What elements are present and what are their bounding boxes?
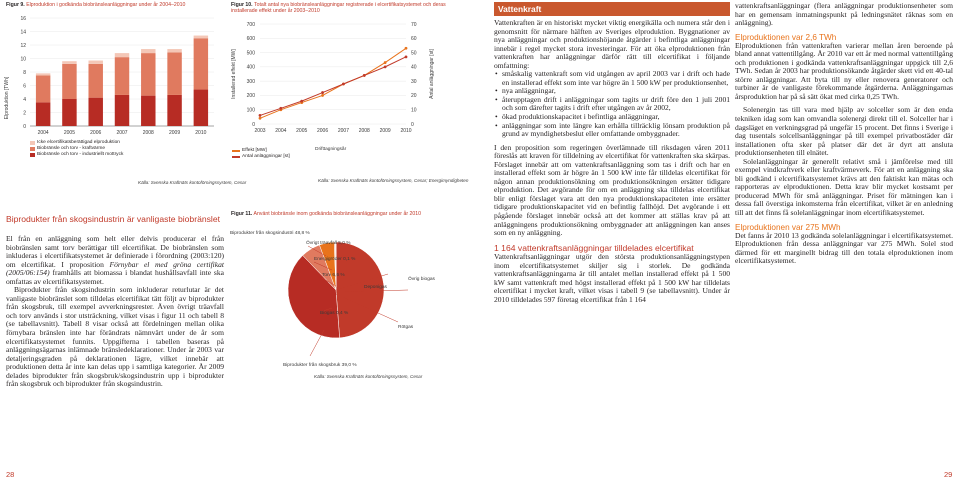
bullet-item: • återupptagen drift i anläggningar som tagits ur drift före den 1 juli 2001 och som därefter tagits i drift efter utgången av år 2002, [502,96,730,113]
y-tick-label: 2 [23,110,26,117]
y-tick-label-right: 50 [411,50,417,57]
paragraph: I den proposition som regeringen överlämnade till riksdagen våren 2011 föreslås att kraven för tilldelning av elcertifikat för vattenkraften ska skärpas. Förslaget innebär att om vattenkraftsanläggning som tas i drift och har en installerad effekt som är högre än 1 500 kW inte får tilldelas elcertifikat för någon annan produktionsökning om produktionsökningen ersätter tidigare elproduktion. Det avgörande för om en anläggning ska tilldelas elcertifikat blir enligt förslaget vara att den nya produktionskapaciteten inte ersätter tidigare produktionskapacitet vid en befintlig fallhöjd. Det avgörande i ett pågående förslaget innebär också att det kommer att ställas krav på att anläggningens produktionsökning ombyggnader att anläggningen kan anses som en ny anläggning. [494,142,730,238]
legend-swatch [30,141,35,145]
y-tick-label-right: 60 [411,36,417,43]
bar-segment [62,61,76,64]
y-tick-label: 10 [20,56,26,63]
fig11-label: Rötgas [398,325,414,330]
data-point [259,114,262,117]
bar-segment [115,57,129,95]
fig11-label: Biprodukter från skogsindustri 48,8 % [230,231,310,236]
y-tick-label-left: 0 [252,121,255,128]
fact-box-body [494,19,730,304]
fig11-label: Biogas 0,4 % [320,311,349,316]
legend-swatch [30,147,35,151]
bar-segment [167,95,181,126]
y-tick-label-left: 400 [246,64,255,71]
fig11-label: Övrigt träavfall 5,0 % [306,241,351,246]
fact-box-heading: 1 164 vattenkraftsanläggningar tilldelades elcertifikat [494,242,694,253]
paragraph: Det fanns år 2010 13 godkända solelanläggningar i elcertifikatsystemet. Elproduktionen från dessa anläggningar var 275 MWh. Solel stod därmed för ett marginellt bidrag till den totala elproduktionen inom elcertifikatsystemet. [735,230,953,266]
fact-box [494,2,730,478]
x-tick-label: 2008 [142,130,154,136]
bar-segment [194,90,208,126]
bar-segment [141,53,155,96]
bullet-item: • ökad produktionskapacitet i befintliga anläggningar, [502,113,730,122]
bullet-item: • nya anläggningar, [502,87,730,96]
x-tick-label: 2007 [116,130,128,136]
y-tick-label-right: 10 [411,107,417,114]
data-point [384,65,387,68]
proposition-title: Förnybar el med gröna certifikat (2005/06:154) [6,259,224,278]
fact-box-title: Vattenkraft [494,2,730,16]
legend-line [232,156,240,158]
paragraph: vattenkraftsanläggningar (flera anläggningar produktionsenheter som har en gemensam inmatningspunkt på ledningsnätet räknas som en anläggning). [735,1,953,28]
paragraph: Elproduktionen från vattenkraften varierar mellan åren beroende på bland annat vattentillgång. År 2010 var ett år med normal vattentillgång och produktionen i godkända vattenkraftsanläggningar uppgick till 2,6 TWh. Sedan år 2003 har produktionsökande åtgärder skett vid ett 40-tal större anläggningar. Att byta till ny eller renovera generatorer och turbiner är de vanligaste förekommande åtgärderna. Anläggningarnas årsproduktion har på så sätt ökat med cirka 0,25 TWh. [735,40,953,101]
legend-label: Biobränsle och torv - kraftvärme [37,146,105,151]
bar-segment [141,49,155,53]
x-tick-label: 2003 [254,128,266,134]
bar-segment [194,38,208,89]
paragraph-text: El från en anläggning som helt eller delvis producerar el från biobränslen samt torv berättigar till elcertifikat. De biobränslen som inkluderas i elcertifikatsystemet är definierade i förordning (2003:120) om elcertifikat. I proposition [6,234,224,269]
fig10-legend [232,148,290,160]
x-tick-label: 2009 [379,128,391,134]
fig9-source: Källa: Svenska Kraftnäts kontoförningssystem, Cesar [138,180,247,185]
x-tick-label: 2008 [358,128,370,134]
data-point [279,107,282,110]
fig9-legend-item [30,152,220,158]
bar-segment [62,99,76,126]
fig9-chart [0,8,225,186]
bar-segment [36,102,50,126]
bar-segment [88,98,102,126]
fact-box-bullets [494,70,730,138]
bar-segment [62,64,76,99]
fig10-lines [259,47,408,120]
y-tick-label: 12 [20,42,26,49]
paragraph: Vattenkraften är en historiskt mycket viktig energikälla och numera står den i genomsnitt för närmare hälften av Sveriges elproduktion. Byggnationer av nya anläggningar och produktionshöjande åtgärder i befintliga anläggningar innebär i regel mycket stora investeringar. För att öka elproduktionen från vattenkraften har anläggningar därför rätt till elcertifikat i följande omfattning: [494,18,730,70]
left-body [6,235,224,389]
fig9-ylabel: Elproduktion [TWh] [4,76,10,120]
fig11-label: Energigröder 0,1 % [314,257,356,262]
bar-segment [88,61,102,64]
page-number-right: 29 [944,470,953,479]
y-tick-label-left: 600 [246,36,255,43]
paragraph [6,235,224,286]
fig11-chart [228,224,460,380]
data-point [384,61,387,64]
bar-segment [115,53,129,57]
bar-segment [141,96,155,126]
data-point [300,100,303,103]
bar-segment [36,73,50,75]
bar-segment [167,52,181,95]
legend-line [232,150,240,152]
fig10-extra-label: Drifttagningsår [315,147,347,152]
x-tick-label: 2005 [63,130,75,136]
fig9-caption-text: Elproduktion i godkända biobränsleanläggningar under år 2004–2010 [26,2,186,8]
fig11-label: Deponigas [364,285,387,290]
paragraph: Solenergin tas till vara med hjälp av solceller som är den enda tekniken idag som kan omvandla solenergi direkt till el. Solceller har i dagsläget en verkningsgrad på ungefär 15 procent. Det finns i Sverige i dag tusentals solcellsanläggningar på till exempel privatbostäder där installationen ofta sker på platser där det är dyrt att ansluta produktionsenheten till elnätet. [735,105,953,158]
y-tick-label: 0 [23,123,26,130]
data-point [259,117,262,120]
fig10-number: Figur 10. [231,2,253,8]
x-tick-label: 2007 [337,128,349,134]
legend-label: Icke elcertifikatsberättigad elproduktion [37,140,120,145]
fig9-legend [30,140,220,158]
y-tick-label: 4 [23,96,26,103]
fig11-label: Biprodukter från skogsbruk 39,0 % [283,363,357,368]
fig11-number: Figur 11. [231,211,253,217]
fig10-caption [231,2,463,14]
x-tick-label: 2009 [169,130,181,136]
bullet-item: • småskalig vattenkraft som vid utgången av april 2003 var i drift och hade en installerad effekt som inte var högre än 1 500 kW per produktionsenhet, [502,70,730,87]
right-column [735,2,953,266]
x-tick-label: 2006 [90,130,102,136]
paragraph: Solelanläggningar är generellt relativt små i jämförelse med till exempel vindkraftverk eller kraftvärmeverk. För att en anläggning ska bli godkänd i elcertifikatsystemet krävs att den faktiskt kan mätas och rapporteras av elproduktionen. Detta krav blir mycket kostsamt per producerad MWh för små anläggningar. Priset för mätningen kan i dessa fall överstiga inkomsterna från elcertifikat, vilket är en anledning till att det finns få solelanläggningar inom elcertifikatsystemet. [735,156,953,218]
fig10-source: Källa: Svenska Kraftnäts kontoförningssystem, Cesar; Energimyndigheten [318,178,469,183]
paragraph: Vattenkraftsanläggningar utgör den största produktionsanläggningstypen inom elcertifikatsystemet skiljer sig i storlek. De godkända vattenkraftsanläggningarna är till antalet mellan installerad effekt på 1 500 kW samt vattenkraft med högst installerad effekt på 1 500 kW har tilldelats elcertifikat i mycket kraft, vilket visas i tabell 9 (se tabellavsnitt). Under år 2010 tilldelades 597 företag elcertifikat från 1 164 [494,252,730,304]
y-tick-label-left: 700 [246,21,255,28]
fig11-caption [231,211,463,217]
bar-segment [88,64,102,98]
data-point [405,47,408,50]
bullet-item: • anläggningar som inte längre kan erhålla tillräcklig lönsam produktion på grund av myndighetsbeslut eller omfattande ombyggnader. [502,122,730,139]
series-line [260,57,406,116]
data-point [342,83,345,86]
y-tick-label-right: 0 [411,121,414,128]
x-tick-label: 2010 [195,130,207,136]
fig10-legend-item [232,154,290,160]
bar-segment [194,36,208,39]
fig11-caption-text: Använt biobränsle inom godkända biobränsleanläggningar under år 2010 [253,211,422,217]
y-tick-label-left: 500 [246,50,255,57]
x-tick-label: 2004 [275,128,287,134]
x-tick-label: 2005 [296,128,308,134]
y-tick-label: 8 [23,69,26,76]
legend-label: Effekt [MW] [242,148,267,153]
bar-segment [167,49,181,52]
fig9-x-axis [38,130,207,136]
page-number-left: 28 [6,470,15,479]
fig11-label: Torv 6,6 % [322,273,345,278]
x-tick-label: 2004 [37,130,49,136]
y-tick-label-right: 40 [411,64,417,71]
fig10-ylabel-left: Installerad effekt [MW] [231,49,237,99]
legend-label: Antal anläggningar [st] [242,154,290,159]
legend-swatch [30,153,35,157]
fig9-number: Figur 9. [6,2,25,8]
legend-label: Biobränsle och torv - industriellt mottryck [37,152,124,157]
y-tick-label-right: 70 [411,21,417,28]
data-point [321,91,324,94]
paragraph-text: framhålls att biomassa i blandat hushållsavfall inte ska omfattas av elcertifikatsystemet. [6,268,224,286]
fig11-label: Övrig biogas [408,277,435,282]
bar-segment [115,95,129,126]
x-tick-label: 2010 [400,128,412,134]
section-heading: Biprodukter från skogsindustrin är vanligaste biobränslet [6,214,221,224]
y-tick-label: 6 [23,83,26,90]
y-tick-label-left: 200 [246,93,255,100]
x-tick-label: 2006 [317,128,329,134]
paragraph: Biprodukter från skogsindustrin som inkluderar returlutar är det vanligaste biobränslet som tilldelas elcertifikat tätt följt av biprodukter från skogsbruk, till exempel avverkningsrester. Även övrigt träavfall och torv används i stor utsträckning, vilket visas i figur 11 och tabell 8 (se tabellavsnitt). Tabell 8 visar också att fördelningen mellan olika förnybara bränslen inte har förändrats nämnvärt under de år som elcertifikatsystemet funnits. Uppgifterna i tabellen baseras på anläggningsägarnas inlämnade bränsledeklarationer. Under år 2003 var detaljeringsgraden på deklarationen lägre, vilket innebär att produktionen detta år inte kan delas upp i samtliga kategorier. År 2009 delades biprodukter från skogsbruk/skogsindustrin upp i biprodukter från skogsbruk och biprodukter från skogsindustrin. [6,285,224,389]
y-tick-label-right: 30 [411,78,417,85]
data-point [321,94,324,97]
data-point [363,74,366,77]
fig10-ylabel-right: Antal anläggningar [st] [429,49,435,99]
fig11-source: Källa: Svenska Kraftnäts kontoförningssystem, Cesar [314,374,423,379]
fig10-caption-text: Totalt antal nya biobränsleanläggningar registrerade i elcertifikatsystemet och deras installerade effekt under år 2003–2010 [231,2,446,15]
data-point [405,55,408,58]
section-heading: Elproduktionen var 2,6 TWh [735,32,837,42]
section-heading: Elproduktionen var 275 MWh [735,222,841,232]
y-tick-label: 14 [20,29,26,36]
y-tick-label-left: 100 [246,107,255,114]
bar-segment [36,75,50,102]
fig10-axes [247,22,417,134]
y-tick-label-left: 300 [246,78,255,85]
y-tick-label-right: 20 [411,93,417,100]
y-tick-label: 16 [20,15,26,22]
